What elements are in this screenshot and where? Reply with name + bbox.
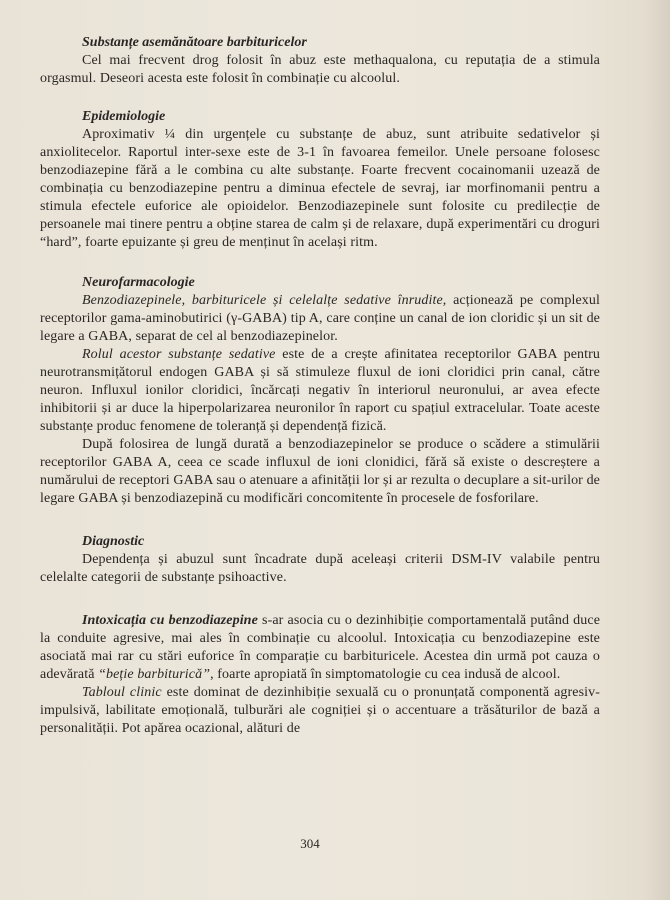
section-heading: Diagnostic bbox=[82, 534, 145, 549]
paragraph: Dependența și abuzul sunt încadrate după aceleași criterii DSM-IV valabile pentru celelalte categorii de substanțe psihoactive. bbox=[40, 552, 600, 585]
section-diagnostic bbox=[40, 533, 600, 587]
section-neuropharmacology bbox=[40, 274, 600, 508]
bold-italic-phrase: Intoxicația cu benzodiazepine bbox=[82, 613, 258, 628]
section-heading: Neurofarmacologie bbox=[82, 275, 195, 290]
paragraph: Aproximativ ¼ din urgențele cu substanțe de abuz, sunt atribuite sedativelor și anxiolitecelor. Raportul inter-sexe este de 3-1 în favoarea femeilor. Unele persoane folosesc benzodiazepine fără a le combina cu alte substanțe. Foarte frecvent cocainomanii uzează de combinația cu benzodiazepine pentru a diminua efectele de sevraj, iar morfinomanii pentru a stimula efectele euforice ale opioidelor. Benzodiazepinele sunt folosite cu predilecție de persoanele mai tinere pentru a obține starea de calm și de relaxare, după experimentări cu droguri “hard”, foarte epuizante și greu de menținut în același ritm. bbox=[40, 127, 600, 250]
section-heading: Epidemiologie bbox=[82, 109, 166, 124]
section-barbiturate-like bbox=[40, 34, 600, 88]
italic-quote: “beție barbiturică” bbox=[98, 667, 211, 682]
text-run: s-ar asocia cu o dezinhibiție comportamentală putând duce la conduite agresive, mai ales în combinație cu alcoolul. Intoxicația cu benzodiazepine este asociată mai rar cu stări euforice în comparație cu barbituricele. Acestea din urmă pot cauza o adevărată bbox=[40, 613, 601, 682]
text-run: , foarte apropiată în simptomatologie cu cea indusă de alcool. bbox=[210, 667, 561, 682]
text-run: acționează pe complexul receptorilor gama-aminobutirici (γ-GABA) tip A, care conține un canal de ion cloridic și un sit de legare a GABA, separat de cel al benzodiazepinelor. bbox=[40, 293, 600, 344]
paragraph: După folosirea de lungă durată a benzodiazepinelor se produce o scădere a stimulării receptorilor GABA A, ceea ce scade influxul de ioni clonidici, fără să existe o descreștere a numărului de receptori GABA sau o atenuare a afinității lor și ar rezulta o decuplare a sit-urilor de legare GABA și benzodiazepină cu modificări concomitente în procesele de fosforilare. bbox=[40, 437, 600, 506]
paragraph bbox=[40, 684, 600, 738]
italic-phrase: Rolul acestor substanțe sedative bbox=[82, 347, 276, 362]
paragraph bbox=[40, 292, 600, 346]
italic-phrase: Tabloul clinic bbox=[82, 685, 162, 700]
paragraph bbox=[40, 612, 600, 684]
section-intoxication bbox=[40, 612, 600, 738]
italic-phrase: Benzodiazepinele, barbituricele și celelalțe sedative înrudite, bbox=[82, 293, 447, 308]
paragraph: Cel mai frecvent drog folosit în abuz este methaqualona, cu reputația de a stimula orgasmul. Deseori acesta este folosit în combinație cu alcoolul. bbox=[40, 53, 600, 86]
paragraph bbox=[40, 346, 600, 436]
section-epidemiology bbox=[40, 108, 600, 252]
text-run: este de a crește afinitatea receptorilor GABA pentru neurotransmițătorul endogen GABA și să stimuleze fluxul de ioni cloridici prin canal, către neuron. Influxul ionilor cloridici, încărcați negativ în interiorul neuronului, ar avea efecte inhibitorii și ar duce la hiperpolarizarea neuronilor în raport cu spațiul extracelular. Toate aceste substanțe produc fenomene de toleranță și dependență fizică. bbox=[40, 347, 600, 434]
section-heading: Substanțe asemănătoare barbituricelor bbox=[82, 35, 307, 50]
text-run: este dominat de dezinhibiție sexuală cu o pronunțată componentă agresiv-impulsivă, labilitate emoțională, tulburări ale cogniției și o accentuare a trăsăturilor de bază a personalității. Pot apărea ocazional, alături de bbox=[40, 685, 601, 736]
page-number: 304 bbox=[300, 836, 320, 851]
